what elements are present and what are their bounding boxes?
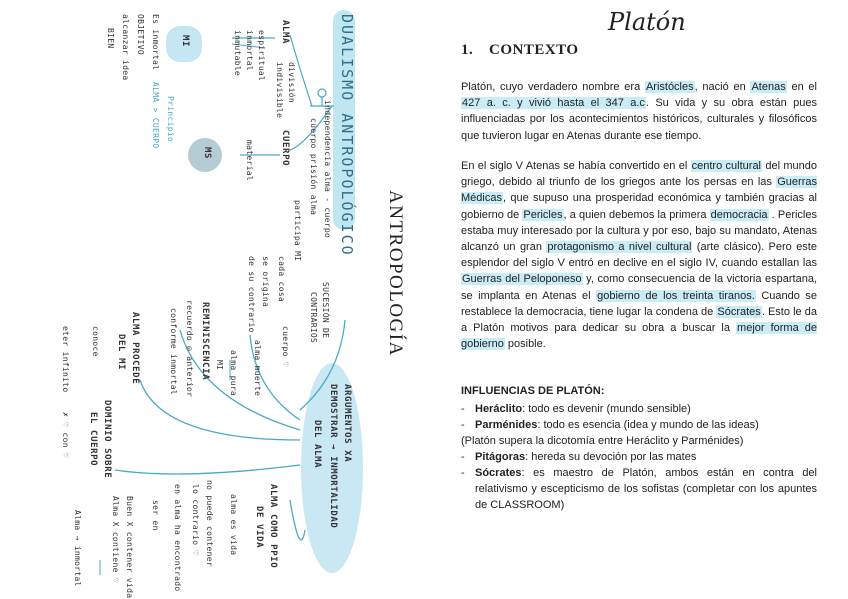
bullet-dash: -: [461, 451, 465, 463]
influencia-text: : todo es devenir (mundo sensible): [522, 403, 691, 415]
independencia-1: cuerpo prisión alma: [309, 118, 318, 216]
reminiscencia-0: REMINISCENCIA: [200, 302, 210, 381]
section-number: 1.: [461, 42, 474, 58]
reminiscencia-2: conforme inmortal: [169, 308, 178, 395]
paragraph-1: [461, 79, 817, 144]
highlighted-text: Pericles: [523, 208, 563, 221]
alma-vida-1: DE VIDA: [254, 506, 264, 549]
influencia-name: Parménides: [475, 419, 538, 431]
influencia-item: [461, 433, 817, 449]
cuerpo-prop-0: material: [245, 140, 254, 181]
bullet-dash: -: [461, 467, 465, 479]
paragraph-text: . Su vida y su obra están pues influenciadas por los acontecimientos históricos, culturales y filosóficos que tuvieron lugar en Atenas durante ese tiempo.: [461, 97, 817, 142]
principio-1: ALMA > CUERPO: [151, 82, 160, 149]
highlighted-text: gobierno de los treinta tiranos.: [597, 289, 755, 302]
paragraph-text: , que supuso una prosperidad económica y también gracias al gobierno de: [461, 192, 817, 221]
alma-vida-desc-7: Alma → inmortal: [73, 510, 82, 587]
arg1-desc2-1: alma muerte: [253, 340, 262, 397]
paragraph-text: Platón, cuyo verdadero nombre era: [461, 81, 645, 93]
mi-label: MI: [180, 35, 190, 48]
arg1-desc-2: de su contrario: [247, 256, 256, 333]
paragraph-text: , a quien debemos la primera: [563, 208, 710, 221]
highlighted-text: Atenas: [751, 81, 786, 93]
influencias-title: INFLUENCIAS DE PLATÓN:: [461, 385, 605, 397]
paragraph-text: (arte clásico). Pero este esplendor del siglo V entró en declive en el siglo IV, cuando estallan las: [461, 241, 817, 270]
highlighted-text: 427 a. c. y vivió hasta el 347 a.c: [462, 97, 645, 110]
alma-label: ALMA: [280, 20, 290, 45]
influencia-item: [461, 449, 817, 465]
influencia-name: Pitágoras: [475, 451, 526, 463]
influencia-item: [461, 417, 817, 433]
alma-prop-0: división: [287, 62, 296, 103]
principio-0: Principio: [166, 96, 175, 143]
influencia-text: : todo es esencia (idea y mundo de las ideas): [537, 419, 759, 431]
highlighted-text: Guerras del Peloponeso: [462, 273, 582, 286]
mi-prop-2: alcanzar idea: [121, 14, 130, 81]
alma-vida-desc-4: ser en: [151, 500, 160, 531]
alma-prop-1: indivisible: [275, 62, 284, 119]
alma-vida-desc-6: Alma X contiene ♡: [111, 496, 120, 583]
influencia-text: : hereda su devoción por las mates: [525, 451, 697, 463]
mi-prop-1: OBJETIVO: [136, 14, 145, 55]
argumentos-0: ARGUMENTOS XA: [342, 384, 352, 463]
paragraph-text: Cuando se restablece la democracia, tiene lugar la condena de: [461, 289, 817, 318]
highlighted-text: Aristócles: [645, 81, 694, 93]
alma-vida-desc-1: no puede contener: [205, 480, 214, 567]
alma-procede-1: DEL MI: [116, 334, 126, 371]
paragraph-text: , nació en: [694, 81, 751, 93]
section-heading: [461, 42, 579, 59]
argumentos-2: DEL ALMA: [312, 420, 322, 469]
bullet-dash: -: [461, 419, 465, 431]
antropologia-title: ANTROPOLOGÍA: [385, 190, 406, 357]
independencia-2: participa MI: [293, 200, 302, 262]
alma-vida-desc-3: en alma ha encontrado: [173, 484, 182, 592]
alma-desc-2: inmutable: [233, 30, 242, 77]
section-title: CONTEXTO: [489, 42, 579, 58]
mi-prop-3: BIEN: [106, 28, 115, 49]
influencia-item: [461, 465, 817, 513]
alma-desc-1: inmortal: [245, 30, 254, 71]
highlighted-text: Sócrates: [717, 305, 761, 318]
arg1-desc-0: cada cosa: [277, 256, 286, 303]
highlighted-text: Guerras Médicas: [461, 176, 817, 205]
influencia-text: : es maestro de Platón, ambos están en contra del relativismo y escepticismo de los sofistas (completar con los apuntes de CLASSROOM): [475, 467, 817, 511]
alma-procede-0: ALMA PROCEDE: [130, 312, 140, 385]
cuerpo-label: CUERPO: [280, 130, 290, 167]
arg1-desc2-0: cuerpo ♡: [281, 326, 290, 367]
influencia-item: [461, 401, 817, 417]
paragraph-text: posible.: [504, 338, 546, 351]
paragraph-text: en el: [786, 81, 817, 93]
paragraph-text: . Pericles estaba muy interesado por la cultura y por eso, bajo su mandato, Atenas alcanzó un gran: [461, 208, 817, 254]
arg1-0: SUCESIÓN DE: [321, 282, 330, 339]
arg1-desc2-2: alma pura: [229, 350, 238, 397]
script-title: Platón: [608, 8, 686, 36]
paragraph-text: y, como consecuencia de la victoria espartana, se implanta en Atenas el: [461, 273, 817, 302]
dominio-1: EL CUERPO: [88, 412, 98, 467]
alma-vida-desc-5: Buen X contener vida: [125, 496, 134, 599]
reminiscencia-1: recuerdo ◎ anterior: [185, 300, 194, 398]
alma-procede-desc-0: conoce: [91, 326, 100, 357]
arg1-1: CONTRARIOS: [309, 292, 318, 344]
paragraph-text: del mundo griego, debido al triunfo de los griegos ante los persas en las: [461, 160, 817, 189]
ms-label: MS: [202, 147, 212, 160]
highlighted-text: centro cultural: [691, 160, 762, 172]
alma-vida-0: ALMA COMO PPIO: [268, 484, 278, 569]
alma-procede-desc-1: eter infinito: [61, 326, 70, 393]
alma-vida-desc-2: lo contrario ♡: [191, 484, 200, 556]
influencias-list: [461, 401, 817, 513]
alma-desc-0: espiritual: [257, 30, 266, 82]
independencia-0: independencia alma - cuerpo: [323, 100, 332, 239]
dualismo-title: DUALISMO ANTROPOLÓGICO: [338, 14, 356, 257]
influencia-name: Heráclito: [475, 403, 523, 415]
alma-vida-desc-0: alma es vida: [229, 494, 238, 556]
paragraph-text: En el siglo V Atenas se había convertido en el: [461, 160, 691, 172]
influencia-name: Sócrates: [475, 467, 522, 479]
mi-prop-0: Es inmortal: [151, 14, 160, 71]
dominio-0: DOMINIO SOBRE: [102, 400, 112, 479]
arg1-desc2-3: MI: [215, 360, 224, 371]
paragraph-2: [461, 158, 817, 352]
argumentos-1: DEMOSTRAR → INMORTALIDAD: [328, 384, 338, 529]
bullet-dash: -: [461, 403, 465, 415]
highlighted-text: mejor forma de gobierno: [461, 322, 817, 351]
influencia-text: (Platón supera la dicotomía entre Heráclito y Parménides): [461, 435, 744, 447]
paragraph-text: . Esto le da a Platón motivos para dedicar su obra a buscar la: [461, 305, 817, 335]
highlighted-text: protagonismo a nivel cultural: [547, 241, 692, 254]
mind-map: [0, 0, 420, 599]
highlighted-text: democracia: [710, 208, 768, 221]
dominio-desc-0: ✗ ♡ con ♡: [61, 412, 70, 459]
arg1-desc-1: se origina: [261, 256, 270, 308]
